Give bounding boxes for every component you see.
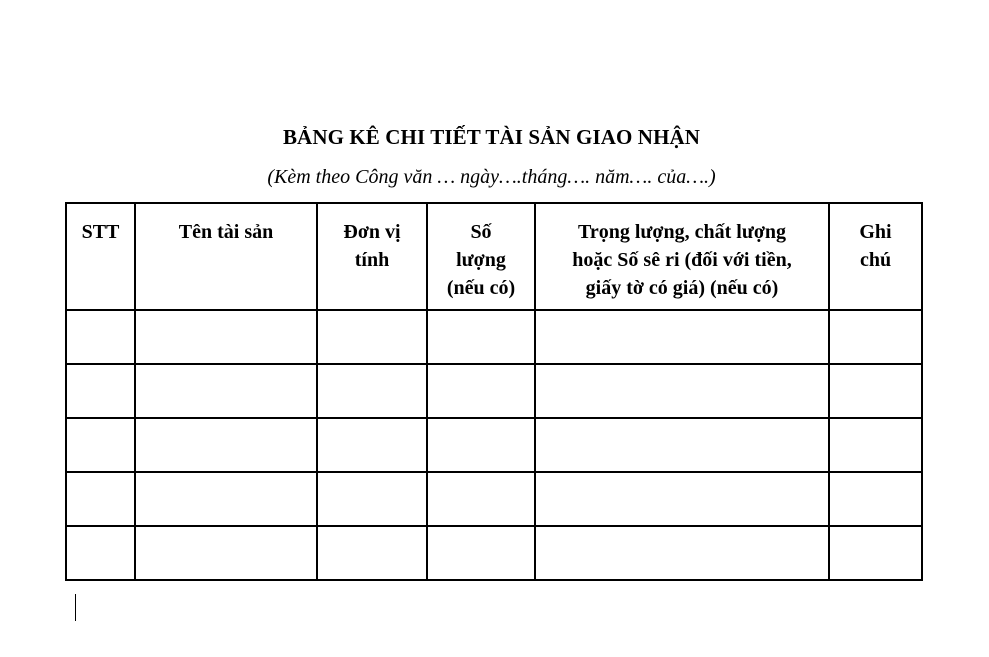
table-row: [66, 472, 922, 526]
cell-unit[interactable]: [317, 310, 427, 364]
cell-note[interactable]: [829, 526, 922, 580]
cell-unit[interactable]: [317, 418, 427, 472]
cell-note[interactable]: [829, 364, 922, 418]
cell-asset-name[interactable]: [135, 310, 317, 364]
header-unit: Đơn vị tính: [317, 203, 427, 310]
cell-note[interactable]: [829, 472, 922, 526]
cell-asset-name[interactable]: [135, 526, 317, 580]
cell-unit[interactable]: [317, 364, 427, 418]
cell-stt[interactable]: [66, 310, 135, 364]
cell-note[interactable]: [829, 310, 922, 364]
document-title: BẢNG KÊ CHI TIẾT TÀI SẢN GIAO NHẬN: [282, 125, 701, 149]
cell-stt[interactable]: [66, 418, 135, 472]
text-cursor: [75, 594, 76, 621]
header-asset-name: Tên tài sản: [135, 203, 317, 310]
cell-stt[interactable]: [66, 526, 135, 580]
table-row: [66, 364, 922, 418]
cell-quantity[interactable]: [427, 472, 535, 526]
table-row: [66, 310, 922, 364]
cell-quantity[interactable]: [427, 310, 535, 364]
cell-weight-quality[interactable]: [535, 310, 829, 364]
cell-asset-name[interactable]: [135, 472, 317, 526]
cell-quantity[interactable]: [427, 526, 535, 580]
cell-weight-quality[interactable]: [535, 364, 829, 418]
cell-quantity[interactable]: [427, 418, 535, 472]
document-subtitle: (Kèm theo Công văn … ngày….tháng…. năm…. của….): [267, 166, 716, 188]
cell-quantity[interactable]: [427, 364, 535, 418]
cell-stt[interactable]: [66, 472, 135, 526]
header-stt: STT: [66, 203, 135, 310]
asset-table: [65, 202, 923, 581]
header-note: Ghi chú: [829, 203, 922, 310]
header-weight-quality: Trọng lượng, chất lượng hoặc Số sê ri (đối với tiền, giấy tờ có giá) (nếu có): [535, 203, 829, 310]
table-row: [66, 526, 922, 580]
table-header-row: [66, 203, 922, 310]
cell-stt[interactable]: [66, 364, 135, 418]
cell-weight-quality[interactable]: [535, 472, 829, 526]
table-row: [66, 418, 922, 472]
cell-weight-quality[interactable]: [535, 526, 829, 580]
cell-unit[interactable]: [317, 526, 427, 580]
cell-note[interactable]: [829, 418, 922, 472]
cell-unit[interactable]: [317, 472, 427, 526]
cell-weight-quality[interactable]: [535, 418, 829, 472]
cell-asset-name[interactable]: [135, 364, 317, 418]
header-quantity: Số lượng (nếu có): [427, 203, 535, 310]
cell-asset-name[interactable]: [135, 418, 317, 472]
